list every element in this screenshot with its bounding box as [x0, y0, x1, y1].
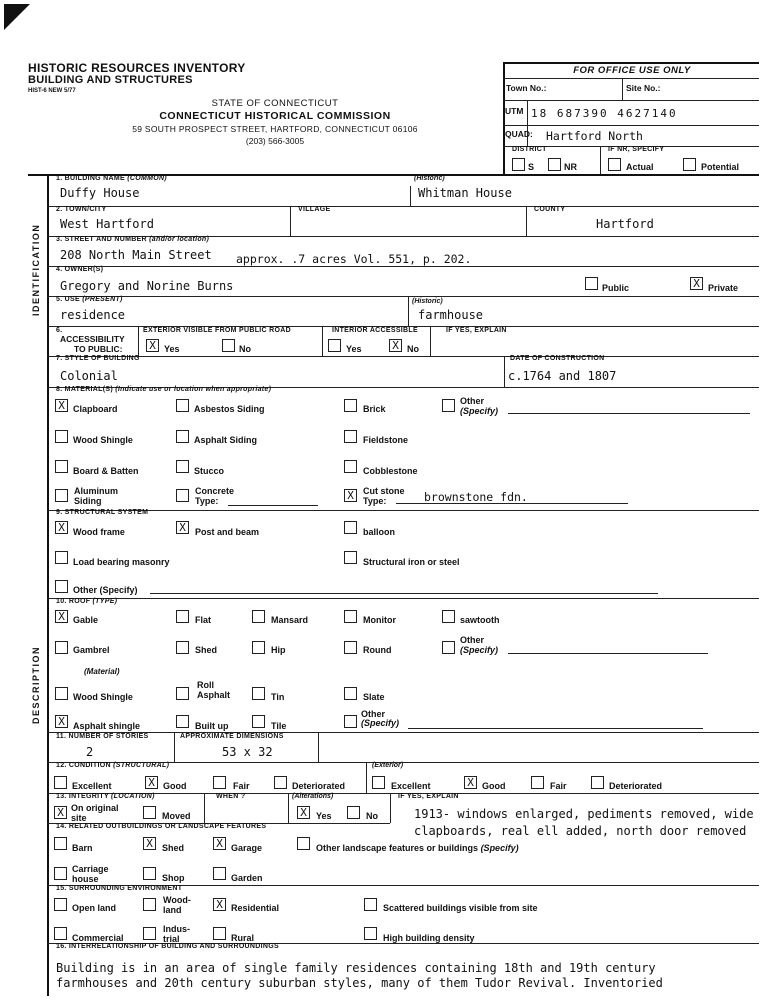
- stucco-label: Stucco: [194, 466, 225, 476]
- gable-checkbox[interactable]: X: [55, 610, 68, 623]
- asphalt-siding-label: Asphalt Siding: [194, 435, 257, 445]
- exterior-fair-checkbox[interactable]: [531, 776, 544, 789]
- use-label: 5. USE (PRESENT): [56, 296, 123, 303]
- concrete-label-1: Concrete: [195, 486, 235, 496]
- garage-label: Garage: [231, 843, 263, 853]
- alterations-no-label: No: [366, 811, 378, 821]
- clapboard-label: Clapboard: [73, 404, 118, 414]
- slate-checkbox[interactable]: [344, 687, 357, 700]
- balloon-checkbox[interactable]: [344, 521, 357, 534]
- shop-label: Shop: [162, 873, 185, 883]
- public-checkbox[interactable]: [585, 277, 598, 290]
- form-id: HIST-6 NEW 5/77: [28, 88, 76, 94]
- tile-label: Tile: [271, 721, 287, 731]
- on-original-label-2: site: [71, 813, 87, 823]
- interrelationship-line-2[interactable]: farmhouses and 20th century suburban styles, many of them Tudor Revival. Inventoried: [56, 976, 663, 990]
- wood-shingle-siding-checkbox[interactable]: [55, 430, 68, 443]
- county-field[interactable]: Hartford: [596, 217, 654, 231]
- sawtooth-checkbox[interactable]: [442, 610, 455, 623]
- barn-label: Barn: [72, 843, 93, 853]
- office-use-title: FOR OFFICE USE ONLY: [573, 65, 691, 76]
- exterior-no-label: No: [239, 344, 251, 354]
- town-label: 2. TOWN/CITY: [56, 206, 107, 213]
- structural-other-label: Other (Specify): [73, 585, 138, 595]
- common-name-field[interactable]: Duffy House: [60, 186, 140, 200]
- high-density-checkbox[interactable]: [364, 927, 377, 940]
- exterior-visible-label: EXTERIOR VISIBLE FROM PUBLIC ROAD: [143, 327, 291, 334]
- exterior-deteriorated-label: Deteriorated: [609, 781, 663, 791]
- date-construction-field[interactable]: c.1764 and 1807: [508, 369, 617, 383]
- shed-outbuilding-checkbox[interactable]: X: [143, 837, 156, 850]
- county-label: COUNTY: [534, 206, 566, 213]
- round-checkbox[interactable]: [344, 641, 357, 654]
- private-checkbox[interactable]: X: [690, 277, 703, 290]
- tin-label: Tin: [271, 692, 285, 702]
- concrete-checkbox[interactable]: [176, 489, 189, 502]
- interior-no-checkbox[interactable]: X: [389, 339, 402, 352]
- interrelationship-line-1[interactable]: Building is in an area of single family residences containing 18th and 19th century: [56, 961, 656, 975]
- hip-label: Hip: [271, 645, 286, 655]
- scattered-buildings-label: Scattered buildings visible from site: [383, 903, 538, 913]
- village-label: VILLAGE: [298, 206, 331, 213]
- material-other-specify: (Specify): [460, 406, 499, 416]
- flat-checkbox[interactable]: [176, 610, 189, 623]
- utm-value: 18 687390 4627140: [531, 107, 678, 120]
- structural-deteriorated-label: Deteriorated: [292, 781, 346, 791]
- garden-checkbox[interactable]: [213, 867, 226, 880]
- round-label: Round: [363, 645, 392, 655]
- corner-registration-mark: [4, 4, 32, 32]
- shed-outbuilding-label: Shed: [162, 843, 185, 853]
- built-up-label: Built up: [195, 721, 229, 731]
- mansard-checkbox[interactable]: [252, 610, 265, 623]
- asphalt-shingle-label: Asphalt shingle: [73, 721, 141, 731]
- district-label: DISTRICT: [512, 146, 547, 153]
- cut-stone-label-1: Cut stone: [363, 486, 405, 496]
- aluminum-siding-checkbox[interactable]: [55, 489, 68, 502]
- interior-accessible-label: INTERIOR ACCESSIBLE: [332, 327, 418, 334]
- carriage-label-1: Carriage: [72, 864, 109, 874]
- woodland-label-1: Wood-: [163, 895, 191, 905]
- carriage-label-2: house: [72, 874, 99, 884]
- cut-stone-checkbox[interactable]: X: [344, 489, 357, 502]
- structural-good-label: Good: [163, 781, 187, 791]
- site-no-label: Site No.:: [626, 83, 661, 93]
- asbestos-label: Asbestos Siding: [194, 404, 265, 414]
- asphalt-siding-checkbox[interactable]: [176, 430, 189, 443]
- moved-checkbox[interactable]: [143, 806, 156, 819]
- owner-field[interactable]: Gregory and Norine Burns: [60, 279, 234, 293]
- load-bearing-label: Load bearing masonry: [73, 557, 170, 567]
- moved-label: Moved: [162, 811, 191, 821]
- sawtooth-label: sawtooth: [460, 615, 500, 625]
- structural-other-checkbox[interactable]: [55, 580, 68, 593]
- high-density-label: High building density: [383, 933, 475, 943]
- brick-label: Brick: [363, 404, 386, 414]
- interrelationship-label: 16. INTERRELATIONSHIP OF BUILDING AND SURROUNDINGS: [56, 943, 279, 950]
- roof-material-other-label: Other: [361, 709, 386, 719]
- cut-stone-label-2: Type:: [363, 496, 387, 506]
- integrity-label: 13. INTEGRITY (LOCATION): [56, 793, 155, 800]
- town-field[interactable]: West Hartford: [60, 217, 154, 231]
- condition-label: 12. CONDITION (STRUCTURAL): [56, 762, 170, 769]
- when-label: WHEN ?: [216, 793, 246, 800]
- identification-side-label: IDENTIFICATION: [31, 223, 41, 316]
- industrial-checkbox[interactable]: [143, 927, 156, 940]
- private-label: Private: [708, 283, 739, 293]
- utm-label: UTM: [505, 106, 524, 116]
- wood-frame-label: Wood frame: [73, 527, 125, 537]
- gambrel-label: Gambrel: [73, 645, 110, 655]
- asphalt-shingle-checkbox[interactable]: X: [55, 715, 68, 728]
- exterior-excellent-checkbox[interactable]: [372, 776, 385, 789]
- structural-fair-checkbox[interactable]: [213, 776, 226, 789]
- district-s-label: S: [528, 162, 535, 172]
- scattered-buildings-checkbox[interactable]: [364, 898, 377, 911]
- mansard-label: Mansard: [271, 615, 309, 625]
- open-land-label: Open land: [72, 903, 117, 913]
- roof-type-other-label: Other: [460, 635, 485, 645]
- alterations-explain-line-2[interactable]: clapboards, real ell added, north door removed: [414, 824, 747, 838]
- structural-good-checkbox[interactable]: X: [145, 776, 158, 789]
- roof-material-other-specify: (Specify): [361, 718, 400, 728]
- industrial-label-2: trial: [163, 934, 180, 944]
- exterior-good-label: Good: [482, 781, 506, 791]
- board-batten-checkbox[interactable]: [55, 460, 68, 473]
- shed-roof-label: Shed: [195, 645, 218, 655]
- other-landscape-checkbox[interactable]: [297, 837, 310, 850]
- barn-checkbox[interactable]: [54, 837, 67, 850]
- alterations-explain-line-1[interactable]: 1913- windows enlarged, pediments removed, wide: [414, 807, 754, 821]
- commercial-checkbox[interactable]: [54, 927, 67, 940]
- interior-yes-label: Yes: [346, 344, 362, 354]
- accessibility-label-2: TO PUBLIC:: [74, 344, 123, 354]
- potential-label: Potential: [701, 162, 740, 172]
- commercial-label: Commercial: [72, 933, 124, 943]
- accessibility-num: 6.: [56, 327, 63, 334]
- structural-iron-checkbox[interactable]: [344, 551, 357, 564]
- roof-wood-shingle-label: Wood Shingle: [73, 692, 133, 702]
- structural-fair-label: Fair: [233, 781, 250, 791]
- environment-label: 15. SURROUNDING ENVIRONMENT: [56, 885, 183, 892]
- exterior-good-checkbox[interactable]: X: [464, 776, 477, 789]
- if-nr-specify-label: IF NR, SPECIFY: [608, 146, 665, 153]
- style-field[interactable]: Colonial: [60, 369, 118, 383]
- cobblestone-checkbox[interactable]: [344, 460, 357, 473]
- accessibility-label-1: ACCESSIBILITY: [60, 334, 125, 344]
- brick-checkbox[interactable]: [344, 399, 357, 412]
- description-side-label: DESCRIPTION: [31, 645, 41, 724]
- monitor-checkbox[interactable]: [344, 610, 357, 623]
- concrete-label-2: Type:: [195, 496, 219, 506]
- post-beam-checkbox[interactable]: X: [176, 521, 189, 534]
- district-nr-checkbox[interactable]: [548, 158, 561, 171]
- shop-checkbox[interactable]: [143, 867, 156, 880]
- building-name-label: 1. BUILDING NAME (COMMON): [56, 175, 167, 182]
- roll-asphalt-checkbox[interactable]: [176, 687, 189, 700]
- public-label: Public: [602, 283, 630, 293]
- town-no-label: Town No.:: [506, 83, 547, 93]
- historic-use-field[interactable]: farmhouse: [418, 308, 484, 322]
- parcel-note: approx. .7 acres Vol. 551, p. 202.: [236, 252, 472, 266]
- fieldstone-checkbox[interactable]: [344, 430, 357, 443]
- roof-type-other-checkbox[interactable]: [442, 641, 455, 654]
- clapboard-checkbox[interactable]: X: [55, 399, 68, 412]
- garden-label: Garden: [231, 873, 263, 883]
- dimensions-label: APPROXIMATE DIMENSIONS: [180, 733, 284, 740]
- historic-name-label: (Historic): [414, 175, 445, 182]
- district-nr-label: NR: [564, 162, 577, 172]
- stories-field[interactable]: 2: [86, 745, 94, 759]
- slate-label: Slate: [363, 692, 385, 702]
- structural-label: 9. STRUCTURAL SYSTEM: [56, 509, 149, 516]
- wood-shingle-siding-label: Wood Shingle: [73, 435, 133, 445]
- residential-label: Residential: [231, 903, 280, 913]
- date-construction-label: DATE OF CONSTRUCTION: [510, 355, 605, 362]
- exterior-fair-label: Fair: [550, 781, 567, 791]
- historic-name-field[interactable]: Whitman House: [418, 186, 512, 200]
- structural-excellent-checkbox[interactable]: [54, 776, 67, 789]
- exterior-no-checkbox[interactable]: [222, 339, 235, 352]
- materials-label: 8. MATERIAL(S) (Indicate use or location when appropriate): [56, 386, 272, 393]
- agency-state: STATE OF CONNECTICUT: [211, 98, 339, 109]
- roof-wood-shingle-checkbox[interactable]: [55, 687, 68, 700]
- street-field[interactable]: 208 North Main Street: [60, 248, 212, 262]
- other-landscape-label: Other landscape features or buildings (Specify): [316, 843, 519, 853]
- on-original-label-1: On original: [71, 803, 119, 813]
- present-use-field[interactable]: residence: [60, 308, 126, 322]
- roof-type-other-specify: (Specify): [460, 645, 499, 655]
- interior-no-label: No: [407, 344, 419, 354]
- potential-checkbox[interactable]: [683, 158, 696, 171]
- residential-checkbox[interactable]: X: [213, 898, 226, 911]
- flat-label: Flat: [195, 615, 212, 625]
- fieldstone-label: Fieldstone: [363, 435, 409, 445]
- quad-value: Hartford North: [546, 129, 643, 143]
- exterior-deteriorated-checkbox[interactable]: [591, 776, 604, 789]
- industrial-label-1: Indus-: [163, 924, 190, 934]
- structural-iron-label: Structural iron or steel: [363, 557, 460, 567]
- roll-label-1: Roll: [197, 680, 214, 690]
- outbuildings-label: 14. RELATED OUTBUILDINGS OR LANDSCAPE FEATURES: [56, 823, 267, 830]
- condition-exterior-label: (Exterior): [372, 762, 404, 769]
- aluminum-label-1: Aluminum: [74, 486, 118, 496]
- asbestos-checkbox[interactable]: [176, 399, 189, 412]
- hip-checkbox[interactable]: [252, 641, 265, 654]
- woodland-label-2: land: [163, 905, 182, 915]
- gable-label: Gable: [73, 615, 99, 625]
- access-explain-label: IF YES, EXPLAIN: [446, 327, 507, 334]
- material-other-checkbox[interactable]: [442, 399, 455, 412]
- dimensions-field[interactable]: 53 x 32: [222, 745, 273, 759]
- gambrel-checkbox[interactable]: [55, 641, 68, 654]
- carriage-house-checkbox[interactable]: [54, 867, 67, 880]
- tin-checkbox[interactable]: [252, 687, 265, 700]
- roof-label: 10. ROOF (TYPE): [56, 598, 118, 605]
- wood-frame-checkbox[interactable]: X: [55, 521, 68, 534]
- structural-deteriorated-checkbox[interactable]: [274, 776, 287, 789]
- aluminum-label-2: Siding: [74, 496, 102, 506]
- roll-label-2: Asphalt: [197, 690, 231, 700]
- owner-label: 4. OWNER(S): [56, 266, 104, 273]
- interior-yes-checkbox[interactable]: [328, 339, 341, 352]
- built-up-checkbox[interactable]: [176, 715, 189, 728]
- exterior-yes-checkbox[interactable]: X: [146, 339, 159, 352]
- post-beam-label: Post and beam: [195, 527, 260, 537]
- load-bearing-checkbox[interactable]: [55, 551, 68, 564]
- tile-checkbox[interactable]: [252, 715, 265, 728]
- exterior-yes-label: Yes: [164, 344, 180, 354]
- balloon-label: balloon: [363, 527, 395, 537]
- agency-address: 59 SOUTH PROSPECT STREET, HARTFORD, CONNECTICUT 06106: [132, 124, 418, 134]
- monitor-label: Monitor: [363, 615, 396, 625]
- material-other-label: Other: [460, 396, 485, 406]
- form-subtitle: BUILDING AND STRUCTURES: [28, 74, 193, 86]
- alterations-yes-label: Yes: [316, 811, 332, 821]
- alterations-yes-checkbox[interactable]: X: [297, 806, 310, 819]
- street-label: 3. STREET AND NUMBER (and/or location): [56, 236, 210, 243]
- stucco-checkbox[interactable]: [176, 460, 189, 473]
- woodland-checkbox[interactable]: [143, 898, 156, 911]
- garage-checkbox[interactable]: X: [213, 837, 226, 850]
- agency-name: CONNECTICUT HISTORICAL COMMISSION: [159, 110, 391, 122]
- integrity-explain-label: IF YES, EXPLAIN: [398, 793, 459, 800]
- stories-label: 11. NUMBER OF STORIES: [56, 733, 149, 740]
- open-land-checkbox[interactable]: [54, 898, 67, 911]
- rural-checkbox[interactable]: [213, 927, 226, 940]
- style-label: 7. STYLE OF BUILDING: [56, 355, 140, 362]
- cobblestone-label: Cobblestone: [363, 466, 418, 476]
- on-original-site-checkbox[interactable]: X: [54, 806, 67, 819]
- alterations-no-checkbox[interactable]: [347, 806, 360, 819]
- use-historic-label: (Historic): [412, 298, 443, 305]
- shed-roof-checkbox[interactable]: [176, 641, 189, 654]
- form-title: HISTORIC RESOURCES INVENTORY: [28, 61, 246, 75]
- cut-stone-type-field[interactable]: brownstone fdn.: [424, 490, 528, 504]
- actual-label: Actual: [626, 162, 654, 172]
- roof-material-other-checkbox[interactable]: [344, 715, 357, 728]
- structural-excellent-label: Excellent: [72, 781, 112, 791]
- alterations-label: (Alterations): [292, 793, 334, 800]
- actual-checkbox[interactable]: [608, 158, 621, 171]
- district-s-checkbox[interactable]: [512, 158, 525, 171]
- agency-phone: (203) 566-3005: [245, 136, 305, 146]
- board-batten-label: Board & Batten: [73, 466, 139, 476]
- roof-material-label: (Material): [84, 667, 120, 676]
- rural-label: Rural: [231, 933, 255, 943]
- quad-label: QUAD:: [505, 129, 533, 139]
- left-margin-rule: [47, 174, 49, 996]
- exterior-excellent-label: Excellent: [391, 781, 431, 791]
